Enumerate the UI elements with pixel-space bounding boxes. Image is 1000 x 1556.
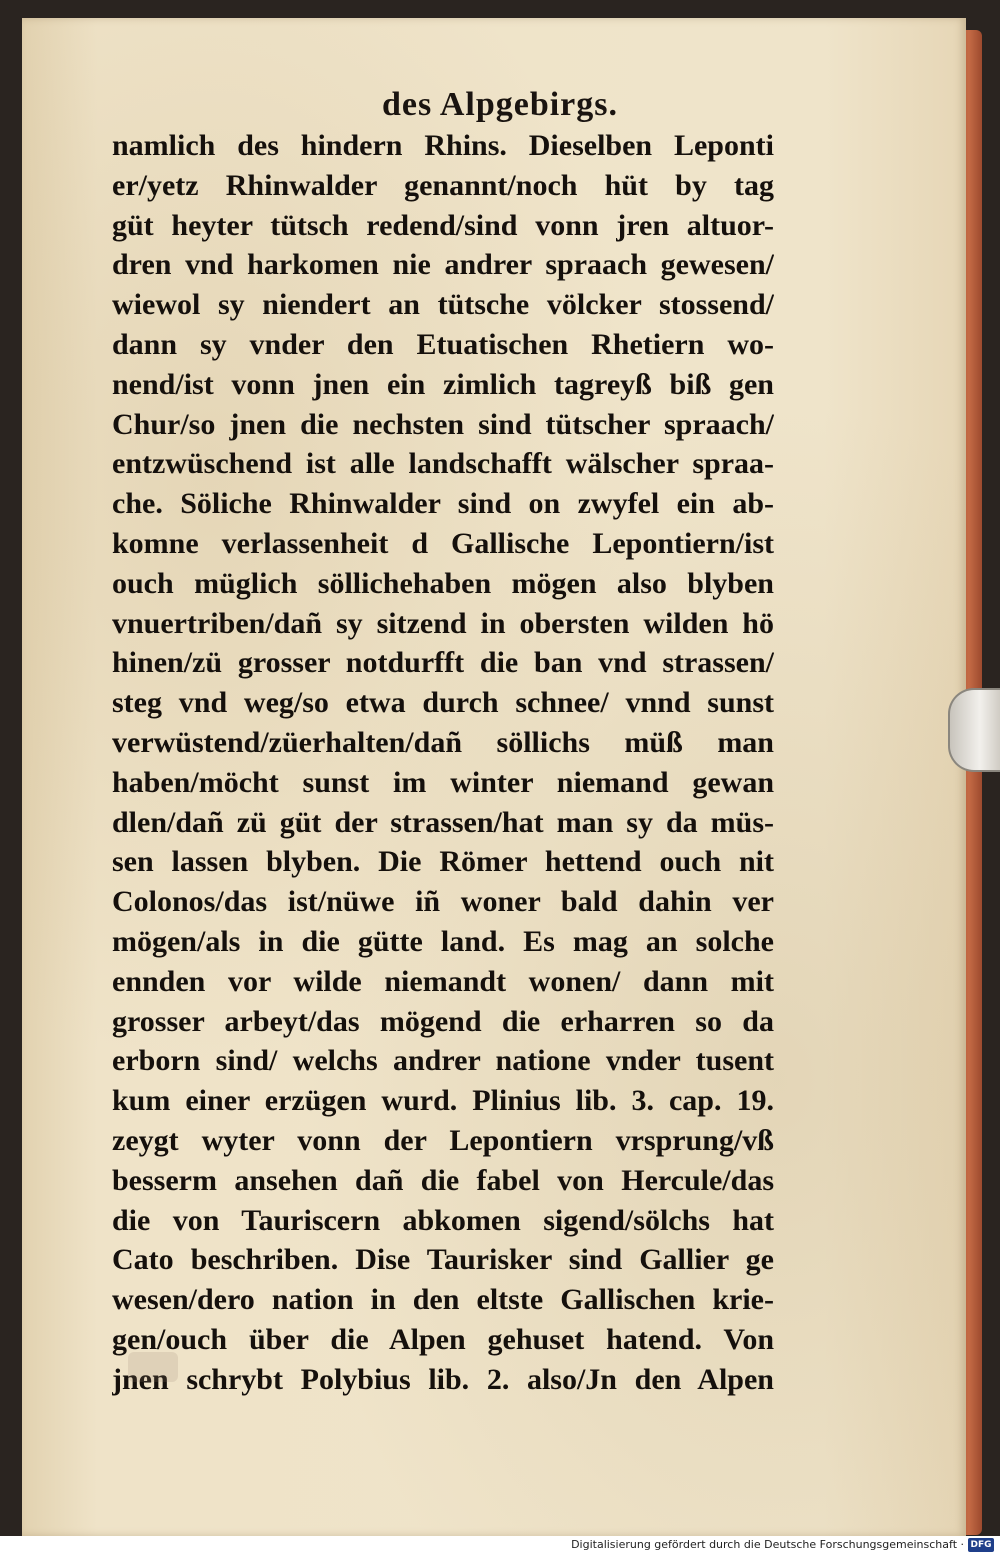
text-line: haben/möcht sunst im winter niemand gewan — [112, 765, 774, 799]
text-line: ennden vor wilde niemandt wonen/ dann mit — [112, 964, 774, 998]
text-line: steg vnd weg/so etwa durch schnee/ vnnd sunst — [112, 686, 774, 720]
text-line: zeygt wyter vonn der Lepontiern vrsprung/vß — [112, 1123, 774, 1157]
running-head: des Alpgebirgs. — [381, 86, 619, 123]
text-line: entzwüschend ist alle landschafft wälscher spraa- — [112, 447, 774, 481]
text-line: wiewol sy niendert an tütsche völcker stossend/ — [112, 288, 774, 322]
text-line: Chur/so jnen die nechsten sind tütscher spraach/ — [112, 407, 774, 441]
text-line: dren vnd harkomen nie andrer spraach gewesen/ — [112, 248, 774, 282]
text-line: mögen/als in die gütte land. Es mag an solche — [112, 924, 774, 958]
text-line: ouch müglich söllichehaben mögen also blyben — [112, 566, 774, 600]
text-line: güt heyter tütsch redend/sind vonn jren altuor- — [112, 208, 774, 242]
text-line: gen/ouch über die Alpen gehuset hatend. Von — [112, 1322, 774, 1356]
text-line: namlich des hindern Rhins. Dieselben Leponti — [112, 129, 774, 162]
text-line: komne verlassenheit d Gallische Lepontiern/ist — [112, 526, 774, 560]
text-line: verwüstend/züerhalten/dañ söllichs müß man — [112, 725, 774, 759]
text-line: erborn sind/ welchs andrer natione vnder tusent — [112, 1044, 774, 1078]
text-line: Colonos/das ist/nüwe iñ woner bald dahin ver — [112, 885, 774, 919]
text-line: dann sy vnder den Etuatischen Rhetiern wo- — [112, 327, 774, 361]
page-clip — [948, 688, 1000, 772]
footer-credit: Digitalisierung gefördert durch die Deutsche Forschungsgemeinschaft · — [571, 1538, 964, 1551]
text-line: hinen/zü grosser notdurfft die ban vnd strassen/ — [112, 646, 774, 680]
text-line: sen lassen blyben. Die Römer hettend ouch nit — [112, 845, 774, 879]
text-line: wesen/dero nation in den eltste Gallischen krie- — [112, 1283, 774, 1317]
dfg-logo: DFG — [968, 1538, 994, 1552]
text-line: er/yetz Rhinwalder genannt/noch hüt by tag — [112, 168, 774, 202]
footer-bar — [0, 1536, 1000, 1556]
text-line: dlen/dañ zü güt der strassen/hat man sy da müs- — [112, 805, 774, 839]
margin-stain — [128, 1352, 178, 1382]
text-line: besserm ansehen dañ die fabel von Hercule/das — [112, 1163, 774, 1197]
body-text — [112, 126, 774, 1400]
text-line: die von Tauriscern abkomen sigend/sölchs hat — [112, 1203, 774, 1237]
text-line: vnuertriben/dañ sy sitzend in obersten wilden hö — [112, 606, 774, 640]
text-line: Cato beschriben. Dise Taurisker sind Gallier ge — [112, 1243, 774, 1277]
text-line: jnen schrybt Polybius lib. 2. also/Jn den Alpen — [112, 1362, 774, 1396]
text-line: kum einer erzügen wurd. Plinius lib. 3. cap. 19. — [112, 1084, 774, 1118]
text-line: nend/ist vonn jnen ein zimlich tagreyß biß gen — [112, 367, 774, 401]
text-line: grosser arbeyt/das mögend die erharren so da — [112, 1004, 774, 1038]
text-line: che. Söliche Rhinwalder sind on zwyfel ein ab- — [112, 487, 774, 521]
